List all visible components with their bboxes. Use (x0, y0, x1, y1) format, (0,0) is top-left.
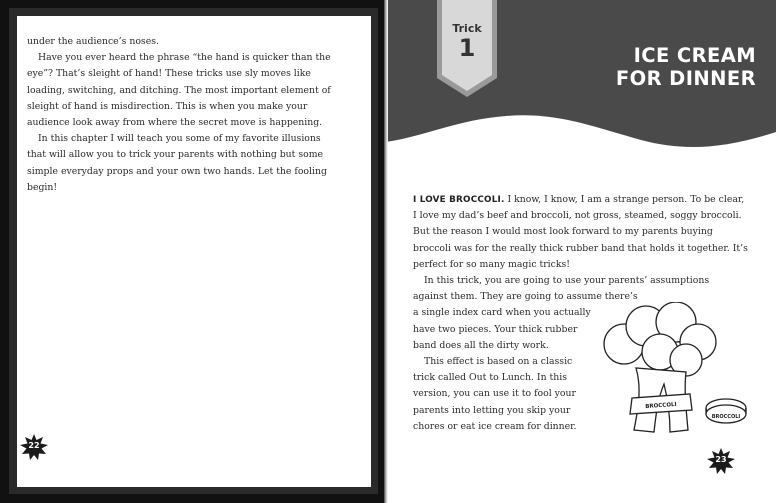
right-page (386, 0, 776, 503)
broccoli-illustration (594, 302, 752, 442)
paragraph-3-line: This effect is based on a classic (424, 356, 573, 368)
paragraph-3-line: parents into letting you skip your (413, 404, 571, 416)
title-line-2: FOR DINNER (615, 67, 756, 90)
right-paragraph-1 (413, 192, 749, 273)
paragraph-3-line: version, you can use it to fool your (413, 388, 576, 400)
rubber-band-label: BROCCOLI (711, 414, 741, 420)
trick-tab (437, 0, 497, 100)
left-paragraph-2: Have you ever heard the phrase “the hand is quicker than the eye”? That’s sleight of hand! These tricks use sly moves like loading, switching, and ditching. The most important element of sleight of hand is misdirection. This is when you make your audience look away from where the secret move is happening. (27, 52, 331, 129)
broccoli-icon (604, 302, 716, 432)
left-page-text (27, 34, 333, 196)
paragraph-2-line: In this trick, you are going to use your parents’ assumptions (424, 275, 710, 287)
left-page-number: 22 (28, 441, 40, 450)
trick-number: 1 (458, 34, 476, 62)
paragraph-2-line: a single index card when you actually (413, 307, 591, 319)
lead-in: I LOVE BROCCOLI. (413, 195, 505, 205)
paragraph-3-line: chores or eat ice cream for dinner. (413, 420, 577, 432)
book-gutter (384, 0, 388, 503)
left-paragraph-1: under the audience’s noses. (27, 36, 159, 47)
title-line-1: ICE CREAM (633, 44, 756, 67)
band-label-broccoli: BROCCOLI (645, 401, 677, 411)
left-page (0, 0, 386, 503)
paragraph-2-line: against them. They are going to assume there’s (413, 291, 638, 303)
trick-label: Trick (452, 22, 482, 35)
right-page-number-badge (707, 448, 735, 474)
right-page-number: 23 (715, 455, 727, 464)
paragraph-3-line: trick called Out to Lunch. In this (413, 372, 567, 384)
paragraph-2-line: have two pieces. Your thick rubber (413, 323, 578, 335)
left-page-number-badge (20, 434, 48, 460)
paragraph-2-line: band does all the dirty work. (413, 339, 549, 351)
paragraph-1-rest: I know, I know, I am a strange person. To be clear, I love my dad’s beef and broccoli, not gross, steamed, soggy broccoli. But the reason I would most look forward to my parents buying broccoli was for the really thick rubber band that holds it together. It’s perfect for so many magic tricks! (413, 194, 748, 270)
left-paragraph-3: In this chapter I will teach you some of my favorite illusions that will allow you to trick your parents with nothing but some simple everyday props and your own two hands. Let the fooling begin! (27, 133, 327, 193)
page-title (616, 44, 756, 90)
